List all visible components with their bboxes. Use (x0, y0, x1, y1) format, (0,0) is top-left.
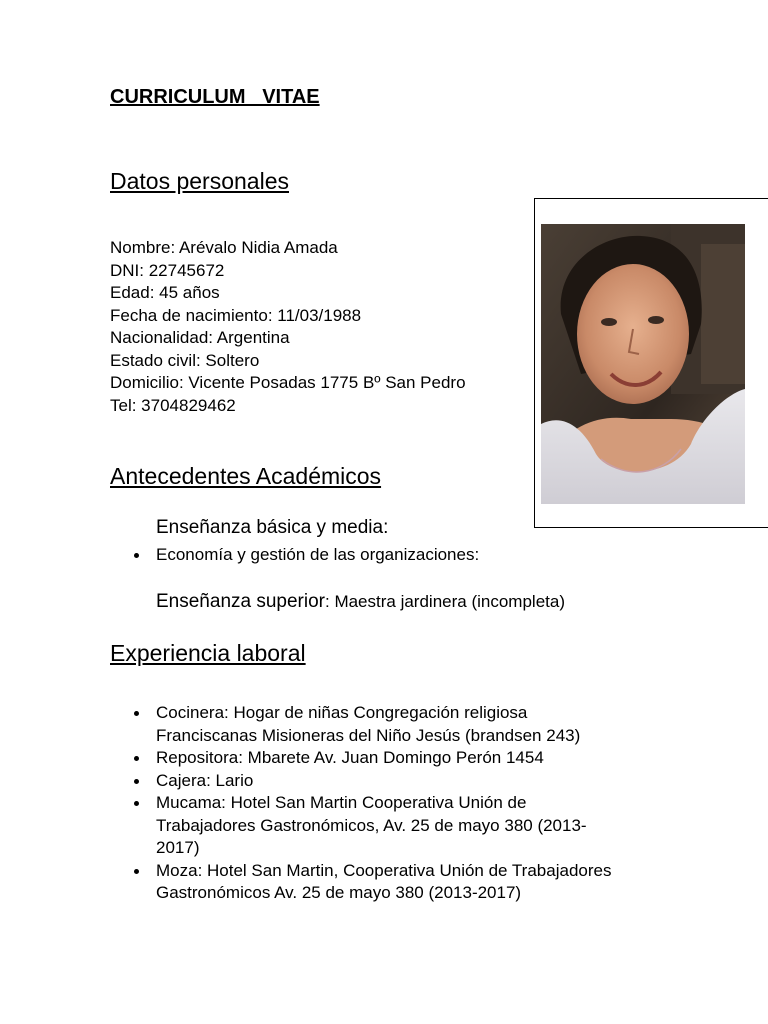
bullet-icon (134, 801, 139, 806)
higher-education-detail: : Maestra jardinera (incompleta) (325, 592, 565, 611)
list-item-text: Economía y gestión de las organizaciones: (156, 545, 480, 564)
list-item (130, 702, 611, 747)
list-item-text: Repositora: Mbarete Av. Juan Domingo Perón 1454 (156, 748, 544, 767)
nationality-field: Nacionalidad: Argentina (110, 328, 290, 347)
bullet-icon (134, 756, 139, 761)
list-item (130, 544, 479, 567)
higher-education (156, 591, 565, 613)
list-item (130, 860, 611, 905)
cv-title: CURRICULUM VITAE (110, 86, 320, 108)
personal-data-heading: Datos personales (110, 168, 289, 194)
list-item-text: Gastronómicos Av. 25 de mayo 380 (2013-2017) (156, 883, 522, 902)
bullet-icon (134, 553, 139, 558)
marital-status-field: Estado civil: Soltero (110, 350, 260, 370)
personal-data-list (110, 237, 466, 417)
bullet-icon (134, 779, 139, 784)
higher-education-label: Enseñanza superior (156, 591, 325, 612)
basic-education-label: Enseñanza básica y media: (156, 517, 389, 538)
work-experience-heading: Experiencia laboral (110, 640, 306, 666)
list-item-text: 2017) (156, 838, 200, 857)
list-item-text: Trabajadores Gastronómicos, Av. 25 de mayo 380 (2013- (156, 815, 587, 835)
birthdate-field: Fecha de nacimiento: 11/03/1988 (110, 305, 362, 325)
list-item-text: Cajera: Lario (156, 770, 254, 790)
list-item-text: Franciscanas Misioneras del Niño Jesús (brandsen 243) (156, 725, 581, 745)
portrait-image (541, 224, 745, 504)
bullet-icon (134, 711, 139, 716)
basic-education-list (130, 544, 479, 567)
dni-field: DNI: 22745672 (110, 260, 225, 280)
list-item-text: Mucama: Hotel San Martin Cooperativa Unión de (156, 793, 527, 812)
list-item-text: Moza: Hotel San Martin, Cooperativa Unión de Trabajadores (156, 860, 612, 880)
address-field: Domicilio: Vicente Posadas 1775 Bº San Pedro (110, 373, 466, 392)
phone-field: Tel: 3704829462 (110, 395, 236, 415)
list-item (130, 792, 611, 860)
bullet-icon (134, 869, 139, 874)
name-field: Nombre: Arévalo Nidia Amada (110, 238, 338, 257)
list-item (130, 770, 611, 793)
academic-heading: Antecedentes Académicos (110, 463, 382, 489)
list-item-text: Cocinera: Hogar de niñas Congregación religiosa (156, 703, 528, 722)
list-item (130, 747, 611, 770)
work-experience-list (130, 702, 611, 905)
profile-photo (541, 224, 745, 504)
age-field: Edad: 45 años (110, 283, 220, 302)
